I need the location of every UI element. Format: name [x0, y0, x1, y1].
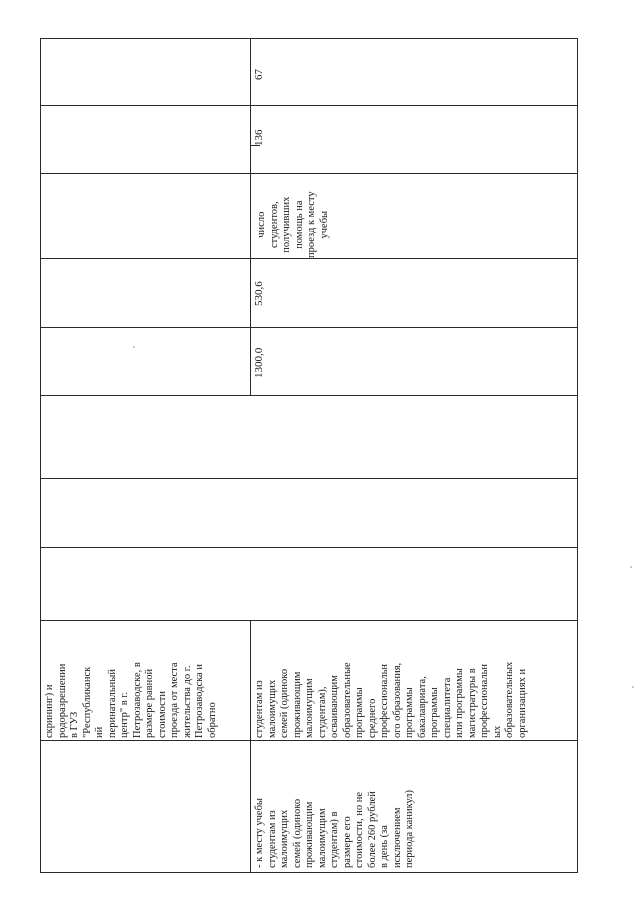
value-67: 67: [253, 69, 265, 80]
col-c-line: магистратуры в: [466, 668, 478, 738]
value-530: 530,6: [253, 281, 265, 306]
mid-box-split: [40, 547, 578, 548]
indicator-line: помощь на: [293, 200, 305, 249]
col-b-line: более 260 рублей: [366, 791, 378, 868]
scan-speck: [632, 686, 634, 688]
indicator-line: получивших: [281, 196, 292, 253]
col-b-line: семей (одиноко: [291, 798, 303, 868]
col-c-line: студентам),: [316, 686, 328, 738]
col-a-line: перинатальный: [106, 669, 118, 738]
col-a-line: жительства до г.: [181, 665, 193, 738]
col-c-line: образовательных: [504, 661, 515, 738]
mid-box-bottom: [40, 620, 578, 621]
value-136: 136: [253, 129, 265, 146]
col-b-line: - к месту учебы: [254, 798, 265, 868]
col-b-line: стоимости, но не: [354, 791, 365, 868]
col-a-line: родоразрешении: [56, 663, 68, 738]
col-c-line: проживающим: [291, 671, 303, 738]
col-b-line: в день (за: [379, 825, 390, 868]
col-a-line: проезда от места: [169, 662, 180, 738]
table-border-right: [577, 38, 578, 872]
mid-box-top: [40, 478, 578, 479]
indicator-line: проезд к месту: [306, 191, 317, 258]
col-c-line: или программы: [454, 668, 465, 738]
value-1300: 1300,0: [253, 347, 265, 378]
table-border-left: [40, 38, 41, 872]
table-border-top: [40, 38, 578, 39]
col-c-line: малоимущих: [266, 679, 278, 738]
col-c-line: специалитета: [441, 677, 453, 738]
col-c-line: профессиональн: [479, 663, 490, 738]
lower-divider-1: [250, 620, 251, 872]
col-b-line: периода каникул): [404, 789, 415, 868]
col-c-text: [254, 662, 529, 738]
col-b-line: студентам) в: [329, 811, 340, 868]
row-divider-1: [250, 38, 251, 396]
col-c-line: программы: [354, 687, 365, 738]
col-b-line: исключением: [391, 807, 403, 868]
col-c-line: малоимущим: [304, 678, 315, 738]
scan-speck: [133, 346, 135, 348]
col-c-line: студентам из: [254, 680, 265, 738]
col-a-line: скрининг) и: [44, 684, 55, 738]
col-c-line: программы: [404, 687, 415, 738]
table-border-bottom: [40, 872, 578, 873]
col-a-line: "Республиканск: [81, 666, 93, 738]
col-divider-2: [40, 173, 578, 174]
col-a-line: Петрозаводска и: [194, 664, 205, 738]
col-c-line: семей (одиноко: [279, 668, 290, 738]
col-c-line: осваивающим: [329, 675, 340, 738]
col-a-line: ий: [94, 726, 105, 738]
col-b-text: [254, 790, 417, 868]
col-a-line: стоимости: [156, 690, 168, 738]
col-divider-4: [40, 327, 578, 328]
col-c-line: образовательные: [341, 662, 353, 738]
col-a-text: [44, 662, 219, 738]
scan-speck: [630, 566, 632, 568]
col-divider-1: [40, 105, 578, 106]
indicator-line: студентов,: [268, 201, 280, 248]
col-b-line: размере его: [341, 816, 353, 868]
col-c-line: профессиональн: [379, 663, 390, 738]
col-c-line: бакалавриата,: [416, 676, 428, 738]
indicator-text: [256, 191, 331, 258]
col-c-line: ого образования,: [391, 662, 403, 738]
col-c-line: программы: [429, 687, 440, 738]
col-divider-3: [40, 258, 578, 259]
col-c-line: организациях и: [516, 668, 528, 738]
col-a-line: обратно: [206, 702, 218, 738]
col-a-line: в ГУЗ: [69, 711, 80, 738]
lower-row-split: [40, 740, 578, 741]
col-b-line: проживающим: [304, 801, 315, 868]
col-a-line: Петрозаводске, в: [131, 662, 143, 738]
indicator-line: учебы: [318, 210, 330, 239]
col-b-line: студентам из: [266, 810, 278, 868]
col-c-line: ых: [491, 725, 503, 738]
col-a-line: центр" в г.: [119, 691, 130, 738]
col-b-line: малоимущих: [279, 809, 290, 868]
col-a-line: размере равной: [144, 668, 155, 738]
indicator-line: число: [256, 211, 267, 238]
col-b-line: малоимущим: [316, 808, 328, 868]
col-divider-5: [40, 395, 578, 396]
col-c-line: среднего: [366, 698, 378, 738]
